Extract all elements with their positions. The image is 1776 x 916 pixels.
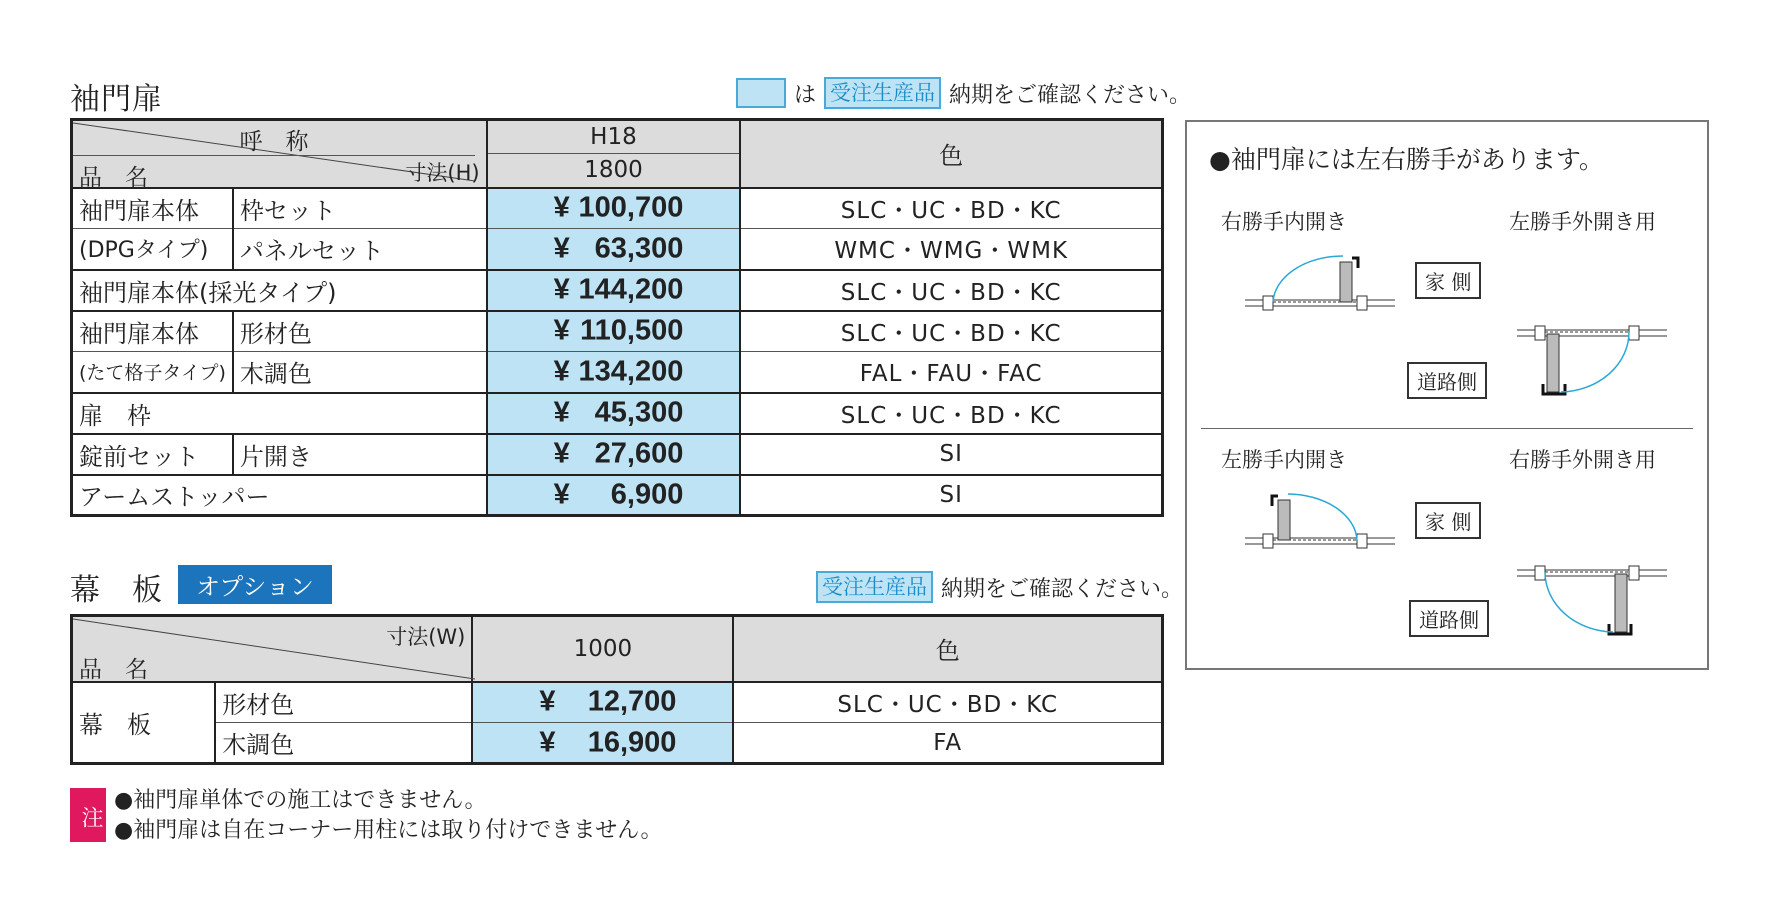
row-sub: パネルセット	[233, 229, 487, 270]
road-side-label: 道路側	[1407, 362, 1487, 399]
row-name: (DPGタイプ)	[72, 229, 233, 270]
notes-list	[114, 786, 663, 846]
price-cell: ¥ 16,900	[472, 723, 733, 764]
legend-text: 納期をご確認ください。	[941, 576, 1184, 602]
note-badge: 注	[70, 788, 106, 842]
label-left-inward: 左勝手内開き	[1221, 448, 1347, 472]
row-name: 扉 枠	[72, 393, 487, 434]
color-cell: SLC・UC・BD・KC	[740, 311, 1162, 352]
price-cell: ¥ 144,200	[487, 270, 741, 311]
price-cell: ¥ 110,500	[487, 311, 741, 352]
house-side-label: 家 側	[1415, 502, 1481, 539]
legend-swatch	[736, 78, 786, 108]
note-line: ●袖門扉は自在コーナー用柱には取り付けできません。	[114, 818, 663, 843]
legend-tag: 受注生産品	[816, 571, 933, 603]
row-name: アームストッパー	[72, 475, 487, 516]
header-call-name: 呼 称	[239, 129, 309, 155]
header-dim: 寸法(H)	[405, 161, 480, 185]
row-sub: 形材色	[233, 311, 487, 352]
header-dim: 寸法(W)	[386, 625, 466, 649]
label-right-inward: 右勝手内開き	[1221, 210, 1347, 234]
header-diagonal-cell	[72, 120, 487, 191]
row-sub: 枠セット	[233, 188, 487, 229]
handedness-panel	[1185, 120, 1709, 670]
color-cell: SI	[740, 475, 1162, 516]
header-diagonal-cell	[72, 616, 473, 682]
row-name: 幕 板	[72, 682, 216, 764]
price-cell: ¥ 100,700	[487, 188, 741, 229]
price-cell: ¥ 134,200	[487, 352, 741, 393]
row-name: 袖門扉本体	[72, 311, 233, 352]
row-name: (たて格子タイプ)	[72, 352, 233, 393]
label-left-outward: 左勝手外開き用	[1509, 210, 1656, 234]
row-name: 袖門扉本体	[72, 188, 233, 229]
section1-title: 袖門扉	[70, 82, 163, 117]
color-cell: SLC・UC・BD・KC	[733, 682, 1162, 723]
color-cell: FA	[733, 723, 1162, 764]
panel-divider	[1201, 428, 1693, 429]
price-cell: ¥ 27,600	[487, 434, 741, 475]
price-cell: ¥ 63,300	[487, 229, 741, 270]
door-diagram-right-inward	[1245, 252, 1405, 342]
color-cell: SLC・UC・BD・KC	[740, 393, 1162, 434]
road-side-label: 道路側	[1409, 600, 1489, 637]
legend-text: 納期をご確認ください。	[949, 82, 1192, 108]
header-color: 色	[733, 616, 1162, 682]
header-hinmei: 品 名	[79, 657, 148, 683]
header-size: 1000	[472, 616, 733, 682]
row-name: 袖門扉本体(採光タイプ)	[72, 270, 487, 311]
legend-tag: 受注生産品	[824, 77, 941, 109]
option-badge: オプション	[178, 565, 332, 604]
color-cell: FAL・FAU・FAC	[740, 352, 1162, 393]
header-size: H18	[487, 120, 741, 154]
header-size-value: 1800	[487, 154, 741, 188]
row-sub: 片開き	[233, 434, 487, 475]
price-table-2	[70, 614, 1164, 765]
legend-wa: は	[794, 82, 817, 108]
price-cell: ¥ 45,300	[487, 393, 741, 434]
door-diagram-right-outward	[1517, 552, 1677, 652]
row-sub: 木調色	[215, 723, 472, 764]
row-name: 錠前セット	[72, 434, 233, 475]
label-right-outward: 右勝手外開き用	[1509, 448, 1656, 472]
header-color: 色	[740, 120, 1162, 188]
header-hinmei: 品 名	[79, 165, 148, 191]
price-cell: ¥ 12,700	[472, 682, 733, 723]
price-table-1	[70, 118, 1164, 517]
row-sub: 形材色	[215, 682, 472, 723]
panel-title: ●袖門扉には左右勝手があります。	[1209, 145, 1604, 174]
note-line: ●袖門扉単体での施工はできません。	[114, 788, 487, 813]
color-cell: SI	[740, 434, 1162, 475]
row-sub: 木調色	[233, 352, 487, 393]
color-cell: SLC・UC・BD・KC	[740, 188, 1162, 229]
house-side-label: 家 側	[1415, 262, 1481, 299]
section2-title: 幕 板	[70, 573, 163, 608]
door-diagram-left-inward	[1245, 490, 1405, 580]
legend-1	[736, 77, 1191, 109]
color-cell: WMC・WMG・WMK	[740, 229, 1162, 270]
color-cell: SLC・UC・BD・KC	[740, 270, 1162, 311]
legend-2	[816, 571, 1183, 603]
price-cell: ¥ 6,900	[487, 475, 741, 516]
door-diagram-left-outward	[1517, 312, 1677, 412]
